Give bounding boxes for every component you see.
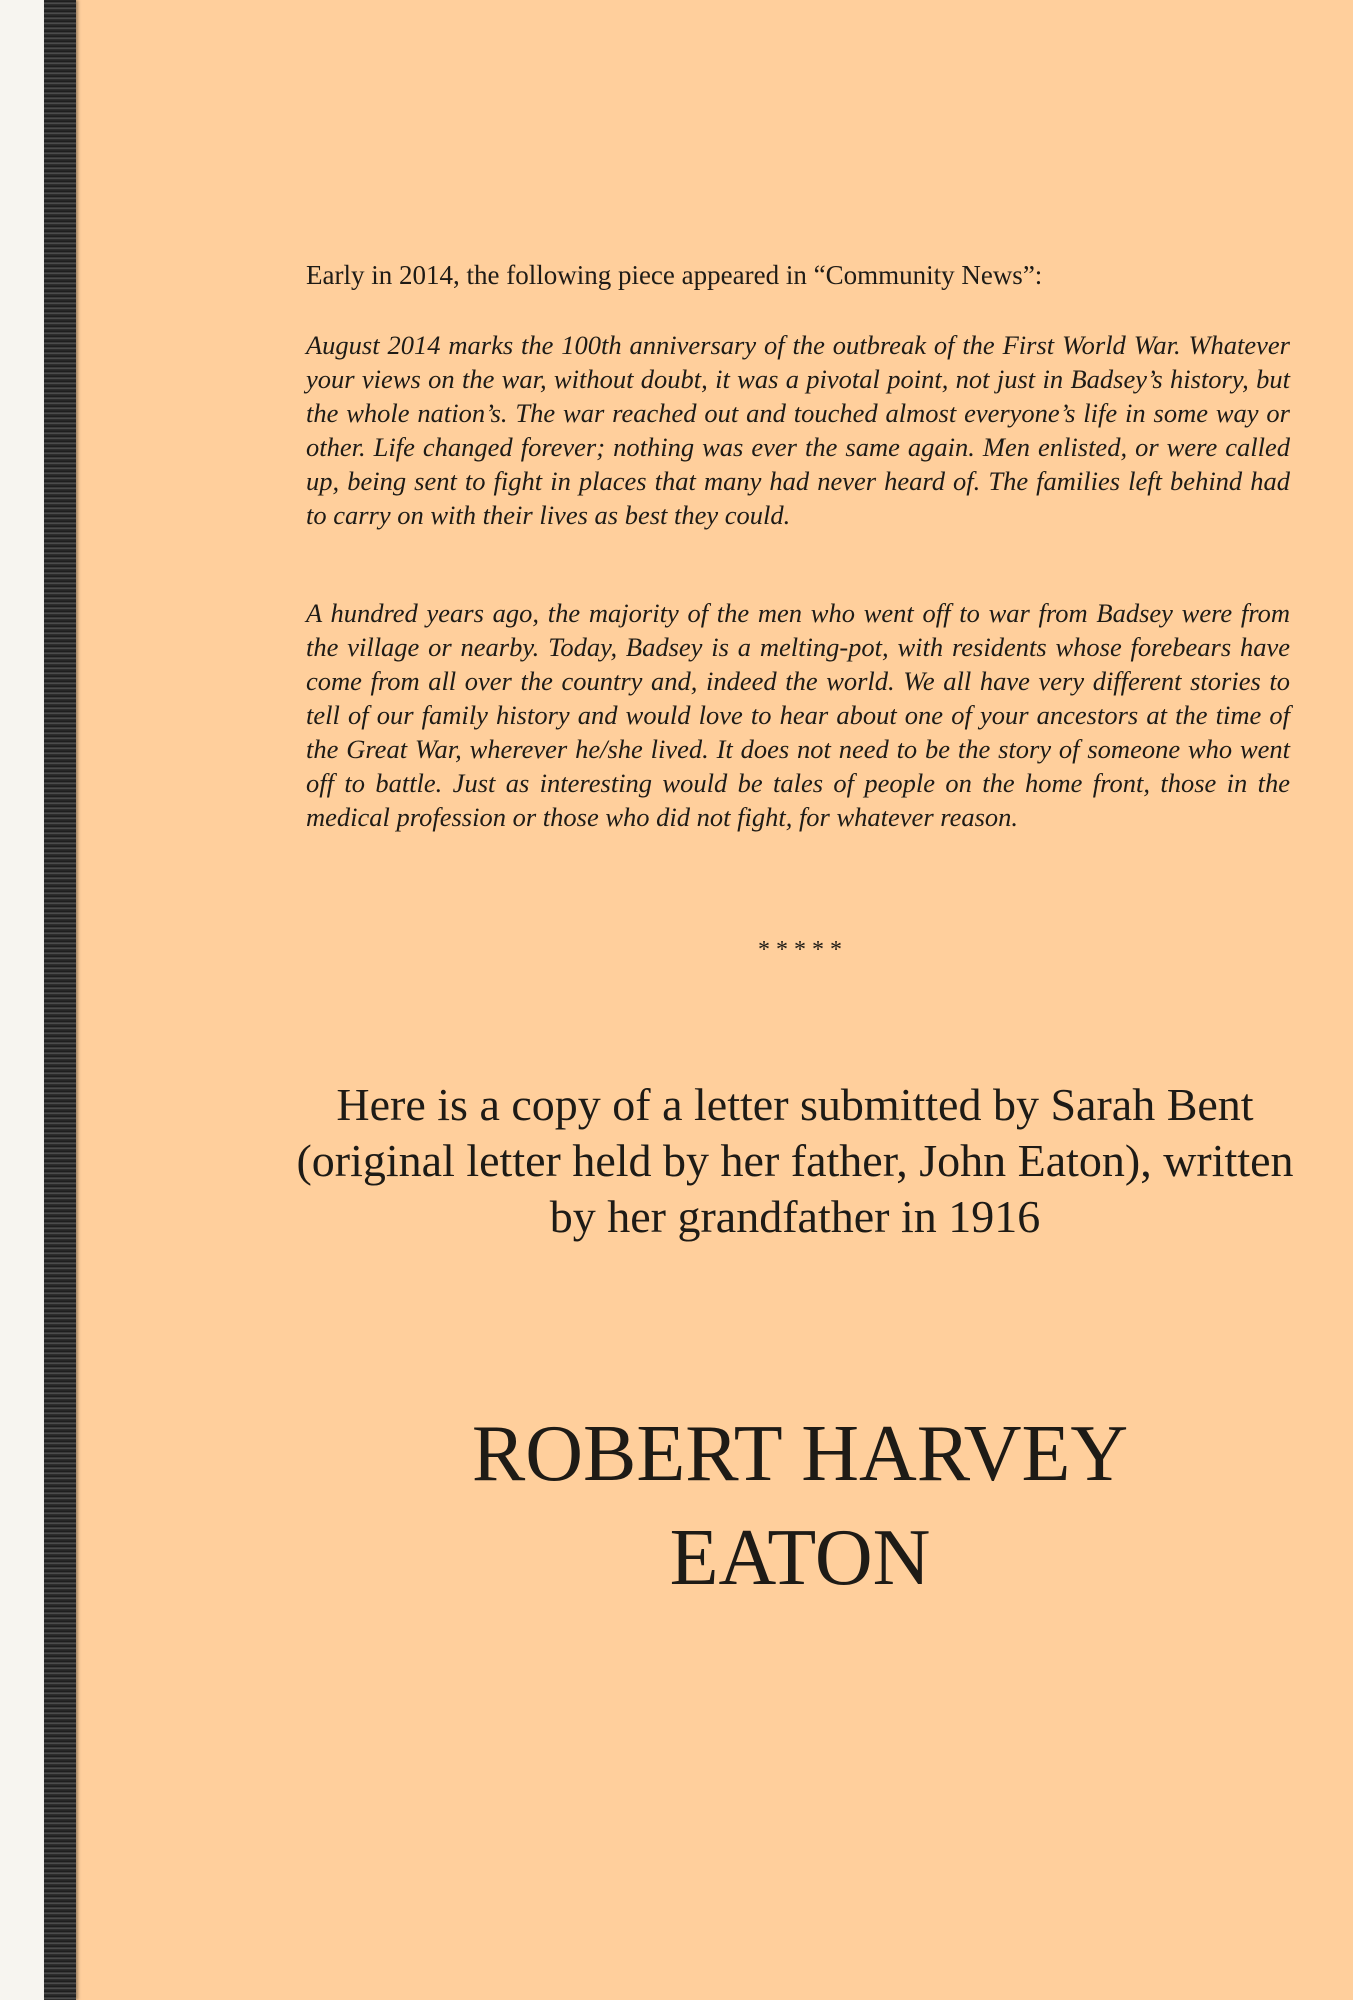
intro-text: Early in 2014, the following piece appeared in “Community News”:	[306, 260, 1043, 290]
person-name-line-1: ROBERT HARVEY	[471, 1410, 1129, 1498]
letter-heading-line-3: by her grandfather in 1916	[549, 1191, 1041, 1242]
section-separator: * * * * *	[758, 937, 842, 963]
article-paragraph-2: A hundred years ago, the majority of the men who went off to war from Badsey were from the village or nearby. Today, Badsey is a melting-pot, with residents whose forebears have come from all over the country and, indeed the world. We all have very different stories to tell of our family history and would love to hear about one of your ancestors at the time of the Great War, wherever he/she lived. It does not need to be the story of someone who went off to battle. Just as interesting would be tales of people on the home front, those in the medical profession or those who did not fight, for whatever reason.	[306, 598, 1290, 832]
person-name-title	[340, 1402, 1260, 1610]
letter-heading-line-2: (original letter held by her father, John Eaton), written	[296, 1135, 1294, 1186]
letter-heading	[240, 1077, 1350, 1245]
binding-spine	[44, 0, 76, 2000]
article-paragraph-1: August 2014 marks the 100th anniversary of the outbreak of the First World War. Whatever your views on the war, without doubt, it was a pivotal point, not just in Badsey’s history, but the whole nation’s. The war reached out and touched almost everyone’s life in some way or other. Life changed forever; nothing was ever the same again. Men enlisted, or were called up, being sent to fight in places that many had never heard of. The families left behind had to carry on with their lives as best they could.	[306, 330, 1290, 530]
letter-heading-line-1: Here is a copy of a letter submitted by Sarah Bent	[336, 1079, 1254, 1130]
page-margin-strip	[0, 0, 44, 2000]
person-name-line-2: EATON	[669, 1514, 931, 1602]
